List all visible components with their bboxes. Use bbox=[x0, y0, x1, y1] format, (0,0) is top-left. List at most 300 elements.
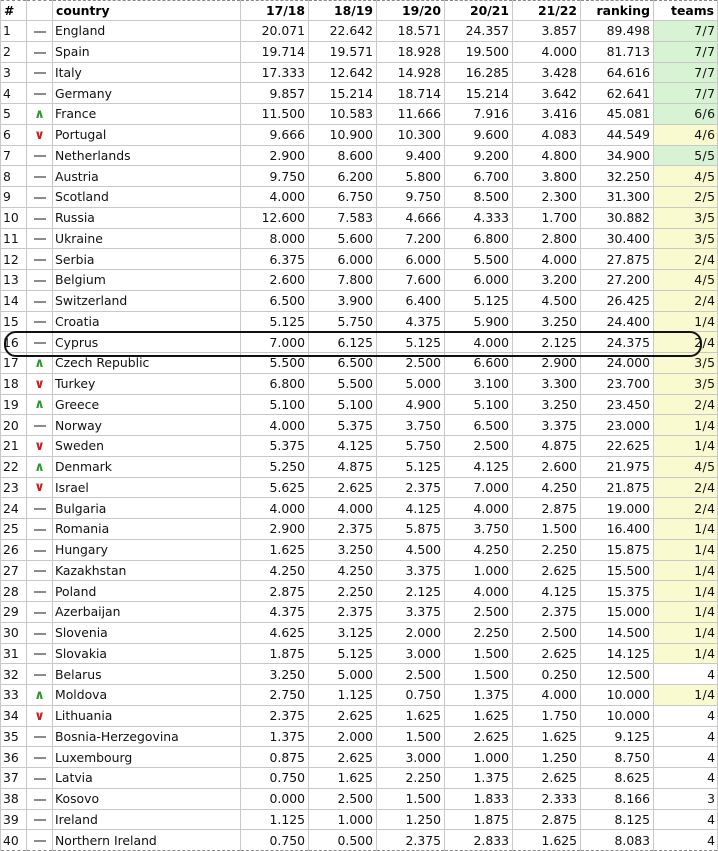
season-y1718-cell: 0.750 bbox=[241, 768, 309, 789]
season-y2021-cell: 6.800 bbox=[445, 228, 513, 249]
table-row[interactable] bbox=[1, 290, 718, 311]
ranking-cell: 15.000 bbox=[581, 602, 654, 623]
table-row[interactable] bbox=[1, 228, 718, 249]
table-row[interactable] bbox=[1, 498, 718, 519]
teams-total: 4 bbox=[707, 666, 715, 682]
teams-cell bbox=[654, 41, 718, 62]
teams-total: 5 bbox=[707, 376, 715, 392]
header-season-19-20[interactable]: 19/20 bbox=[377, 1, 445, 21]
season-y2122-cell: 3.428 bbox=[513, 62, 581, 83]
season-y2021-cell: 1.375 bbox=[445, 768, 513, 789]
teams-cell bbox=[654, 747, 718, 768]
trend-unchanged-icon bbox=[34, 584, 46, 599]
teams-cell bbox=[654, 166, 718, 187]
trend-cell bbox=[27, 373, 53, 394]
teams-cell bbox=[654, 498, 718, 519]
season-y2122-cell: 4.875 bbox=[513, 436, 581, 457]
header-rank[interactable]: # bbox=[1, 1, 27, 21]
ranking-cell: 10.000 bbox=[581, 705, 654, 726]
trend-unchanged-icon bbox=[34, 667, 46, 682]
table-row[interactable] bbox=[1, 270, 718, 291]
table-row[interactable] bbox=[1, 788, 718, 809]
teams-remaining: 2 bbox=[694, 293, 703, 309]
teams-total: 5 bbox=[707, 355, 715, 371]
teams-remaining: 1 bbox=[694, 583, 703, 599]
teams-total: 4 bbox=[707, 708, 715, 724]
season-y2122-cell: 2.375 bbox=[513, 602, 581, 623]
teams-remaining: 1 bbox=[694, 521, 703, 537]
season-y2021-cell: 24.357 bbox=[445, 21, 513, 42]
teams-remaining: 4 bbox=[694, 127, 703, 143]
season-y1819-cell: 8.600 bbox=[309, 145, 377, 166]
season-y2122-cell: 2.125 bbox=[513, 332, 581, 353]
season-y2122-cell: 3.250 bbox=[513, 311, 581, 332]
country-cell: Ireland bbox=[53, 809, 241, 830]
season-y2021-cell: 6.600 bbox=[445, 353, 513, 374]
season-y2122-cell: 2.300 bbox=[513, 187, 581, 208]
country-cell: Cyprus bbox=[53, 332, 241, 353]
teams-separator: / bbox=[702, 396, 707, 412]
teams-cell bbox=[654, 353, 718, 374]
season-y2122-cell: 3.250 bbox=[513, 394, 581, 415]
trend-unchanged-icon bbox=[34, 65, 46, 80]
teams-total: 4 bbox=[707, 438, 715, 454]
rank-cell: 6 bbox=[1, 124, 27, 145]
season-y2021-cell: 2.500 bbox=[445, 602, 513, 623]
country-cell: Lithuania bbox=[53, 705, 241, 726]
teams-separator: / bbox=[702, 64, 707, 80]
teams-separator: / bbox=[702, 562, 707, 578]
table-row[interactable] bbox=[1, 332, 718, 353]
table-row[interactable] bbox=[1, 726, 718, 747]
table-row[interactable] bbox=[1, 456, 718, 477]
ranking-cell: 44.549 bbox=[581, 124, 654, 145]
season-y1718-cell: 5.500 bbox=[241, 353, 309, 374]
trend-unchanged-icon bbox=[34, 542, 46, 557]
trend-cell bbox=[27, 41, 53, 62]
trend-unchanged-icon bbox=[34, 189, 46, 204]
table-row[interactable] bbox=[1, 705, 718, 726]
season-y1718-cell: 12.600 bbox=[241, 207, 309, 228]
table-row[interactable] bbox=[1, 62, 718, 83]
season-y1819-cell: 5.500 bbox=[309, 373, 377, 394]
season-y1819-cell: 7.800 bbox=[309, 270, 377, 291]
season-y1718-cell: 2.600 bbox=[241, 270, 309, 291]
season-y1819-cell: 0.500 bbox=[309, 830, 377, 851]
season-y2122-cell: 2.625 bbox=[513, 768, 581, 789]
season-y2122-cell: 0.250 bbox=[513, 664, 581, 685]
table-row[interactable] bbox=[1, 394, 718, 415]
season-y1718-cell: 1.625 bbox=[241, 539, 309, 560]
season-y1920-cell: 4.500 bbox=[377, 539, 445, 560]
teams-remaining: 1 bbox=[694, 562, 703, 578]
trend-cell bbox=[27, 394, 53, 415]
rank-cell: 21 bbox=[1, 436, 27, 457]
teams-total: 4 bbox=[707, 293, 715, 309]
teams-total: 4 bbox=[707, 770, 715, 786]
season-y2021-cell: 5.500 bbox=[445, 249, 513, 270]
teams-cell bbox=[654, 104, 718, 125]
season-y1819-cell: 2.500 bbox=[309, 788, 377, 809]
season-y2021-cell: 1.000 bbox=[445, 560, 513, 581]
teams-remaining: 5 bbox=[694, 147, 703, 163]
teams-total: 4 bbox=[707, 583, 715, 599]
season-y1718-cell: 6.500 bbox=[241, 290, 309, 311]
trend-cell bbox=[27, 415, 53, 436]
trend-cell bbox=[27, 104, 53, 125]
table-row[interactable] bbox=[1, 124, 718, 145]
season-y1819-cell: 4.250 bbox=[309, 560, 377, 581]
season-y2122-cell: 4.800 bbox=[513, 145, 581, 166]
table-row[interactable] bbox=[1, 353, 718, 374]
season-y1819-cell: 5.600 bbox=[309, 228, 377, 249]
rank-cell: 32 bbox=[1, 664, 27, 685]
table-row[interactable] bbox=[1, 602, 718, 623]
table-row[interactable] bbox=[1, 477, 718, 498]
season-y1819-cell: 5.000 bbox=[309, 664, 377, 685]
header-season-17-18[interactable]: 17/18 bbox=[241, 1, 309, 21]
table-row[interactable] bbox=[1, 539, 718, 560]
header-season-21-22[interactable]: 21/22 bbox=[513, 1, 581, 21]
season-y1920-cell: 9.750 bbox=[377, 187, 445, 208]
season-y2021-cell: 4.000 bbox=[445, 332, 513, 353]
ranking-cell: 21.975 bbox=[581, 456, 654, 477]
table-row[interactable] bbox=[1, 622, 718, 643]
season-y2021-cell: 1.500 bbox=[445, 643, 513, 664]
country-cell: Scotland bbox=[53, 187, 241, 208]
country-cell: Germany bbox=[53, 83, 241, 104]
table-row[interactable] bbox=[1, 311, 718, 332]
rank-cell: 18 bbox=[1, 373, 27, 394]
header-season-20-21[interactable]: 20/21 bbox=[445, 1, 513, 21]
ranking-cell: 26.425 bbox=[581, 290, 654, 311]
trend-cell bbox=[27, 187, 53, 208]
season-y2021-cell: 5.900 bbox=[445, 311, 513, 332]
trend-cell bbox=[27, 685, 53, 706]
season-y1819-cell: 6.750 bbox=[309, 187, 377, 208]
rank-cell: 7 bbox=[1, 145, 27, 166]
trend-unchanged-icon bbox=[34, 833, 46, 848]
header-country[interactable]: country bbox=[53, 1, 241, 21]
trend-cell bbox=[27, 228, 53, 249]
season-y1718-cell: 1.875 bbox=[241, 643, 309, 664]
teams-separator: / bbox=[702, 147, 707, 163]
rank-cell: 40 bbox=[1, 830, 27, 851]
teams-separator: / bbox=[702, 417, 707, 433]
teams-cell bbox=[654, 415, 718, 436]
header-teams[interactable]: teams bbox=[654, 1, 718, 21]
rank-cell: 16 bbox=[1, 332, 27, 353]
trend-down-icon: ∨ bbox=[34, 127, 45, 143]
ranking-cell: 32.250 bbox=[581, 166, 654, 187]
country-cell: Spain bbox=[53, 41, 241, 62]
season-y1920-cell: 18.928 bbox=[377, 41, 445, 62]
trend-up-icon: ∧ bbox=[34, 106, 45, 122]
teams-total: 7 bbox=[707, 44, 715, 60]
ranking-cell: 21.875 bbox=[581, 477, 654, 498]
season-y1718-cell: 4.000 bbox=[241, 415, 309, 436]
ranking-cell: 15.875 bbox=[581, 539, 654, 560]
table-row[interactable] bbox=[1, 643, 718, 664]
season-y1718-cell: 6.800 bbox=[241, 373, 309, 394]
ranking-cell: 16.400 bbox=[581, 519, 654, 540]
ranking-cell: 9.125 bbox=[581, 726, 654, 747]
season-y1819-cell: 5.375 bbox=[309, 415, 377, 436]
teams-remaining: 7 bbox=[694, 85, 703, 101]
teams-remaining: 3 bbox=[694, 210, 703, 226]
teams-separator: / bbox=[702, 438, 707, 454]
season-y2122-cell: 4.000 bbox=[513, 249, 581, 270]
table-row[interactable] bbox=[1, 560, 718, 581]
teams-cell bbox=[654, 477, 718, 498]
rank-cell: 22 bbox=[1, 456, 27, 477]
season-y2021-cell: 4.333 bbox=[445, 207, 513, 228]
teams-separator: / bbox=[702, 500, 707, 516]
season-y1920-cell: 1.250 bbox=[377, 809, 445, 830]
teams-separator: / bbox=[702, 687, 707, 703]
table-row[interactable] bbox=[1, 41, 718, 62]
trend-cell bbox=[27, 622, 53, 643]
rank-cell: 37 bbox=[1, 768, 27, 789]
ranking-cell: 14.500 bbox=[581, 622, 654, 643]
season-y2122-cell: 2.625 bbox=[513, 643, 581, 664]
country-cell: Belgium bbox=[53, 270, 241, 291]
season-y2122-cell: 3.857 bbox=[513, 21, 581, 42]
season-y1920-cell: 6.400 bbox=[377, 290, 445, 311]
table-row[interactable] bbox=[1, 768, 718, 789]
country-cell: Portugal bbox=[53, 124, 241, 145]
season-y1718-cell: 1.125 bbox=[241, 809, 309, 830]
teams-total: 4 bbox=[707, 687, 715, 703]
header-season-18-19[interactable]: 18/19 bbox=[309, 1, 377, 21]
season-y2021-cell: 8.500 bbox=[445, 187, 513, 208]
trend-unchanged-icon bbox=[34, 729, 46, 744]
teams-cell bbox=[654, 788, 718, 809]
season-y1920-cell: 4.666 bbox=[377, 207, 445, 228]
season-y1718-cell: 19.714 bbox=[241, 41, 309, 62]
country-cell: Kosovo bbox=[53, 788, 241, 809]
teams-separator: / bbox=[702, 210, 707, 226]
header-ranking[interactable]: ranking bbox=[581, 1, 654, 21]
season-y1920-cell: 2.375 bbox=[377, 830, 445, 851]
trend-unchanged-icon bbox=[34, 231, 46, 246]
trend-cell bbox=[27, 560, 53, 581]
rank-cell: 33 bbox=[1, 685, 27, 706]
teams-remaining: 7 bbox=[694, 23, 703, 39]
trend-cell bbox=[27, 498, 53, 519]
trend-unchanged-icon bbox=[34, 604, 46, 619]
season-y1718-cell: 9.750 bbox=[241, 166, 309, 187]
season-y1920-cell: 10.300 bbox=[377, 124, 445, 145]
teams-total: 4 bbox=[707, 313, 715, 329]
country-cell: Ukraine bbox=[53, 228, 241, 249]
trend-cell bbox=[27, 145, 53, 166]
teams-remaining: 1 bbox=[694, 542, 703, 558]
season-y1920-cell: 2.500 bbox=[377, 353, 445, 374]
season-y2021-cell: 1.500 bbox=[445, 664, 513, 685]
table-row[interactable] bbox=[1, 21, 718, 42]
season-y2122-cell: 1.625 bbox=[513, 830, 581, 851]
season-y2122-cell: 2.500 bbox=[513, 622, 581, 643]
rank-cell: 19 bbox=[1, 394, 27, 415]
table-row[interactable] bbox=[1, 685, 718, 706]
rank-cell: 14 bbox=[1, 290, 27, 311]
teams-remaining: 2 bbox=[694, 396, 703, 412]
trend-cell bbox=[27, 332, 53, 353]
ranking-cell: 8.125 bbox=[581, 809, 654, 830]
rank-cell: 3 bbox=[1, 62, 27, 83]
season-y1920-cell: 7.600 bbox=[377, 270, 445, 291]
country-cell: Azerbaijan bbox=[53, 602, 241, 623]
table-row[interactable] bbox=[1, 519, 718, 540]
season-y1920-cell: 14.928 bbox=[377, 62, 445, 83]
rank-cell: 27 bbox=[1, 560, 27, 581]
season-y2122-cell: 3.416 bbox=[513, 104, 581, 125]
season-y1718-cell: 6.375 bbox=[241, 249, 309, 270]
trend-unchanged-icon bbox=[34, 646, 46, 661]
country-cell: Sweden bbox=[53, 436, 241, 457]
season-y1819-cell: 19.571 bbox=[309, 41, 377, 62]
ranking-cell: 8.083 bbox=[581, 830, 654, 851]
season-y1819-cell: 6.200 bbox=[309, 166, 377, 187]
table-row[interactable] bbox=[1, 830, 718, 851]
table-row[interactable] bbox=[1, 104, 718, 125]
season-y2122-cell: 4.083 bbox=[513, 124, 581, 145]
trend-cell bbox=[27, 643, 53, 664]
trend-unchanged-icon bbox=[34, 521, 46, 536]
country-cell: Netherlands bbox=[53, 145, 241, 166]
trend-unchanged-icon bbox=[34, 314, 46, 329]
table-row[interactable] bbox=[1, 145, 718, 166]
season-y2021-cell: 2.833 bbox=[445, 830, 513, 851]
season-y1920-cell: 5.800 bbox=[377, 166, 445, 187]
season-y1819-cell: 1.625 bbox=[309, 768, 377, 789]
teams-cell bbox=[654, 311, 718, 332]
table-row[interactable] bbox=[1, 436, 718, 457]
table-row[interactable] bbox=[1, 373, 718, 394]
season-y1819-cell: 22.642 bbox=[309, 21, 377, 42]
teams-cell bbox=[654, 124, 718, 145]
teams-total: 4 bbox=[707, 521, 715, 537]
season-y2021-cell: 15.214 bbox=[445, 83, 513, 104]
season-y1718-cell: 9.666 bbox=[241, 124, 309, 145]
table-row[interactable] bbox=[1, 664, 718, 685]
season-y1718-cell: 5.125 bbox=[241, 311, 309, 332]
teams-cell bbox=[654, 622, 718, 643]
season-y2122-cell: 4.250 bbox=[513, 477, 581, 498]
trend-unchanged-icon bbox=[34, 812, 46, 827]
teams-separator: / bbox=[702, 355, 707, 371]
season-y1718-cell: 1.375 bbox=[241, 726, 309, 747]
ranking-cell: 27.200 bbox=[581, 270, 654, 291]
teams-separator: / bbox=[702, 625, 707, 641]
rank-cell: 29 bbox=[1, 602, 27, 623]
table-row[interactable] bbox=[1, 187, 718, 208]
season-y2122-cell: 2.600 bbox=[513, 456, 581, 477]
ranking-cell: 19.000 bbox=[581, 498, 654, 519]
season-y2122-cell: 2.333 bbox=[513, 788, 581, 809]
teams-cell bbox=[654, 705, 718, 726]
season-y1718-cell: 2.375 bbox=[241, 705, 309, 726]
season-y2021-cell: 16.285 bbox=[445, 62, 513, 83]
table-row[interactable] bbox=[1, 581, 718, 602]
rank-cell: 35 bbox=[1, 726, 27, 747]
season-y1920-cell: 2.250 bbox=[377, 768, 445, 789]
season-y2122-cell: 1.250 bbox=[513, 747, 581, 768]
rank-cell: 17 bbox=[1, 353, 27, 374]
season-y2021-cell: 2.625 bbox=[445, 726, 513, 747]
table-row[interactable] bbox=[1, 809, 718, 830]
teams-total: 4 bbox=[707, 604, 715, 620]
season-y1920-cell: 5.750 bbox=[377, 436, 445, 457]
teams-total: 6 bbox=[707, 106, 715, 122]
table-row[interactable] bbox=[1, 747, 718, 768]
table-row[interactable] bbox=[1, 249, 718, 270]
season-y1718-cell: 2.900 bbox=[241, 145, 309, 166]
season-y1920-cell: 3.000 bbox=[377, 747, 445, 768]
rank-cell: 8 bbox=[1, 166, 27, 187]
country-cell: Denmark bbox=[53, 456, 241, 477]
season-y1819-cell: 5.100 bbox=[309, 394, 377, 415]
trend-unchanged-icon bbox=[34, 252, 46, 267]
ranking-cell: 24.000 bbox=[581, 353, 654, 374]
season-y2021-cell: 1.875 bbox=[445, 809, 513, 830]
rank-cell: 23 bbox=[1, 477, 27, 498]
season-y2122-cell: 4.000 bbox=[513, 685, 581, 706]
table-row[interactable] bbox=[1, 166, 718, 187]
season-y1718-cell: 5.250 bbox=[241, 456, 309, 477]
teams-total: 4 bbox=[707, 625, 715, 641]
trend-cell bbox=[27, 768, 53, 789]
teams-total: 4 bbox=[707, 479, 715, 495]
teams-cell bbox=[654, 643, 718, 664]
trend-unchanged-icon bbox=[34, 750, 46, 765]
season-y1920-cell: 5.000 bbox=[377, 373, 445, 394]
ranking-cell: 15.375 bbox=[581, 581, 654, 602]
season-y2122-cell: 3.375 bbox=[513, 415, 581, 436]
teams-total: 4 bbox=[707, 334, 715, 350]
rank-cell: 11 bbox=[1, 228, 27, 249]
season-y1819-cell: 15.214 bbox=[309, 83, 377, 104]
season-y1718-cell: 17.333 bbox=[241, 62, 309, 83]
teams-total: 5 bbox=[707, 459, 715, 475]
season-y2122-cell: 1.700 bbox=[513, 207, 581, 228]
table-row[interactable] bbox=[1, 83, 718, 104]
country-cell: Latvia bbox=[53, 768, 241, 789]
table-row[interactable] bbox=[1, 207, 718, 228]
teams-cell bbox=[654, 207, 718, 228]
rank-cell: 28 bbox=[1, 581, 27, 602]
teams-total: 4 bbox=[707, 500, 715, 516]
season-y1718-cell: 0.875 bbox=[241, 747, 309, 768]
teams-remaining: 1 bbox=[694, 687, 703, 703]
season-y2021-cell: 4.250 bbox=[445, 539, 513, 560]
teams-remaining: 2 bbox=[694, 334, 703, 350]
trend-cell bbox=[27, 602, 53, 623]
trend-unchanged-icon bbox=[34, 44, 46, 59]
teams-remaining: 1 bbox=[694, 645, 703, 661]
season-y1920-cell: 3.375 bbox=[377, 560, 445, 581]
season-y1819-cell: 2.625 bbox=[309, 477, 377, 498]
season-y2021-cell: 7.000 bbox=[445, 477, 513, 498]
trend-cell bbox=[27, 726, 53, 747]
trend-down-icon: ∨ bbox=[34, 480, 45, 496]
teams-total: 4 bbox=[707, 728, 715, 744]
rank-cell: 24 bbox=[1, 498, 27, 519]
country-cell: Romania bbox=[53, 519, 241, 540]
table-row[interactable] bbox=[1, 415, 718, 436]
season-y1920-cell: 5.125 bbox=[377, 332, 445, 353]
